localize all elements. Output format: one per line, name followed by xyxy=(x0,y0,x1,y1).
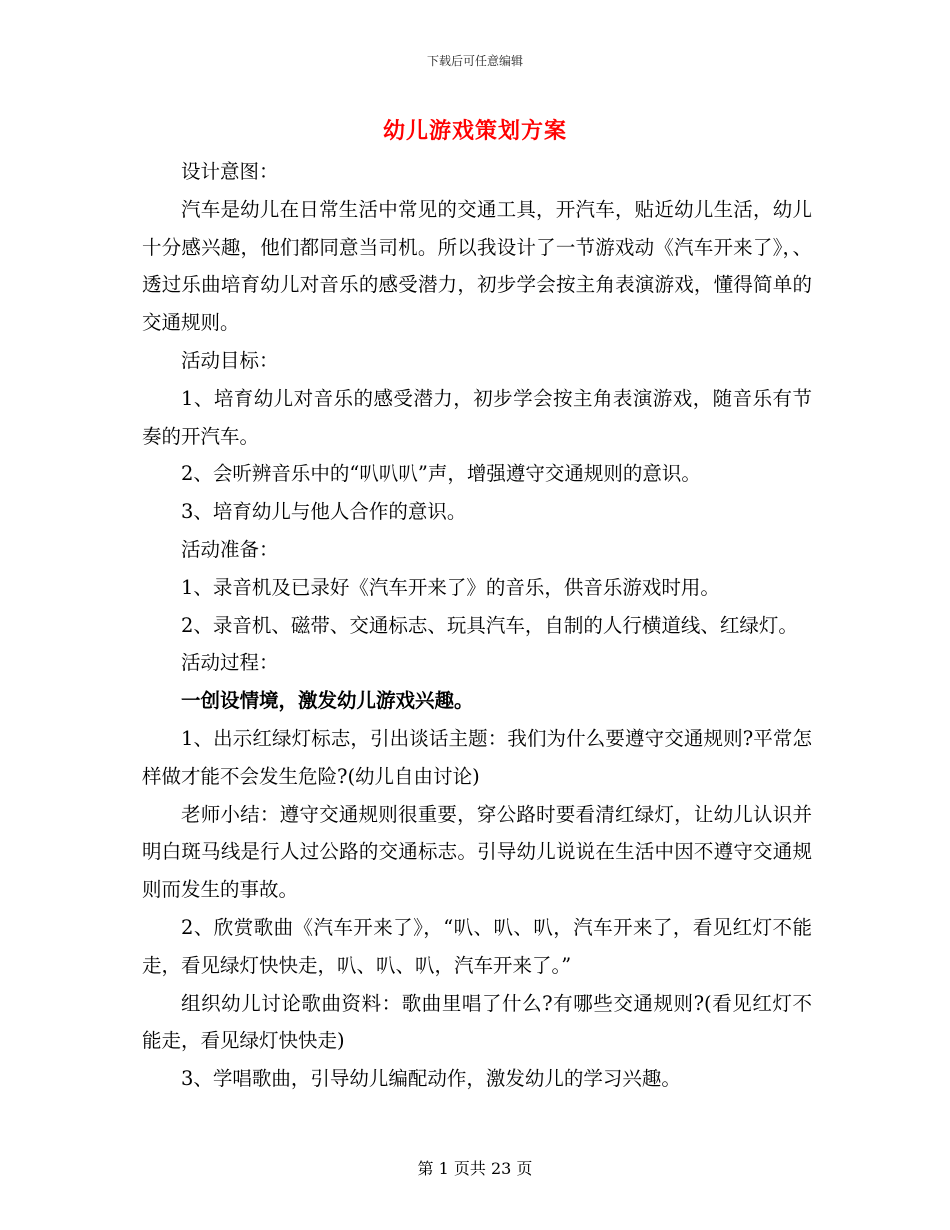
document-body xyxy=(142,153,812,1098)
page-header-note: 下载后可任意编辑 xyxy=(426,54,523,68)
paragraph: 组织幼儿讨论歌曲资料：歌曲里唱了什么?有哪些交通规则?(看见红灯不能走，看见绿灯快快走) xyxy=(142,991,812,1053)
section-heading: 一创设情境，激发幼儿游戏兴趣。 xyxy=(181,689,474,713)
paragraph: 老师小结：遵守交通规则很重要，穿公路时要看清红绿灯，让幼儿认识并明白斑马线是行人过公路的交通标志。引导幼儿说说在生活中因不遵守交通规则而发生的事故。 xyxy=(142,802,812,902)
paragraph: 1、出示红绿灯标志，引出谈话主题：我们为什么要遵守交通规则?平常怎样做才能不会发生危险?(幼儿自由讨论) xyxy=(142,726,812,788)
document-title: 幼儿游戏策划方案 xyxy=(382,118,567,144)
paragraph: 2、欣赏歌曲《汽车开来了》，“叭、叭、叭，汽车开来了，看见红灯不能走，看见绿灯快快走，叭、叭、叭，汽车开来了。” xyxy=(142,915,812,977)
page-number: 第 1 页共 23 页 xyxy=(417,1159,533,1178)
paragraph: 3、培育幼儿与他人合作的意识。 xyxy=(181,500,467,524)
paragraph: 1、培育幼儿对音乐的感受潜力，初步学会按主角表演游戏，随音乐有节奏的开汽车。 xyxy=(142,386,812,448)
paragraph: 设计意图： xyxy=(181,160,279,183)
paragraph: 2、录音机、磁带、交通标志、玩具汽车，自制的人行横道线、红绿灯。 xyxy=(181,613,798,637)
paragraph: 活动过程： xyxy=(181,651,279,675)
paragraph: 活动目标： xyxy=(181,348,279,372)
paragraph: 活动准备： xyxy=(181,537,279,561)
paragraph: 3、学唱歌曲，引导幼儿编配动作，激发幼儿的学习兴趣。 xyxy=(181,1067,681,1091)
paragraph: 1、录音机及已录好《汽车开来了》的音乐，供音乐游戏时用。 xyxy=(181,575,720,599)
paragraph: 汽车是幼儿在日常生活中常见的交通工具，开汽车，贴近幼儿生活，幼儿十分感兴趣，他们都同意当司机。所以我设计了一节游戏动《汽车开来了》，、透过乐曲培育幼儿对音乐的感受潜力，初步学会按主角表演游戏，懂得简单的交通规则。 xyxy=(142,197,812,335)
paragraph: 2、会听辨音乐中的“叭叭叭”声，增强遵守交通规则的意识。 xyxy=(181,462,701,486)
